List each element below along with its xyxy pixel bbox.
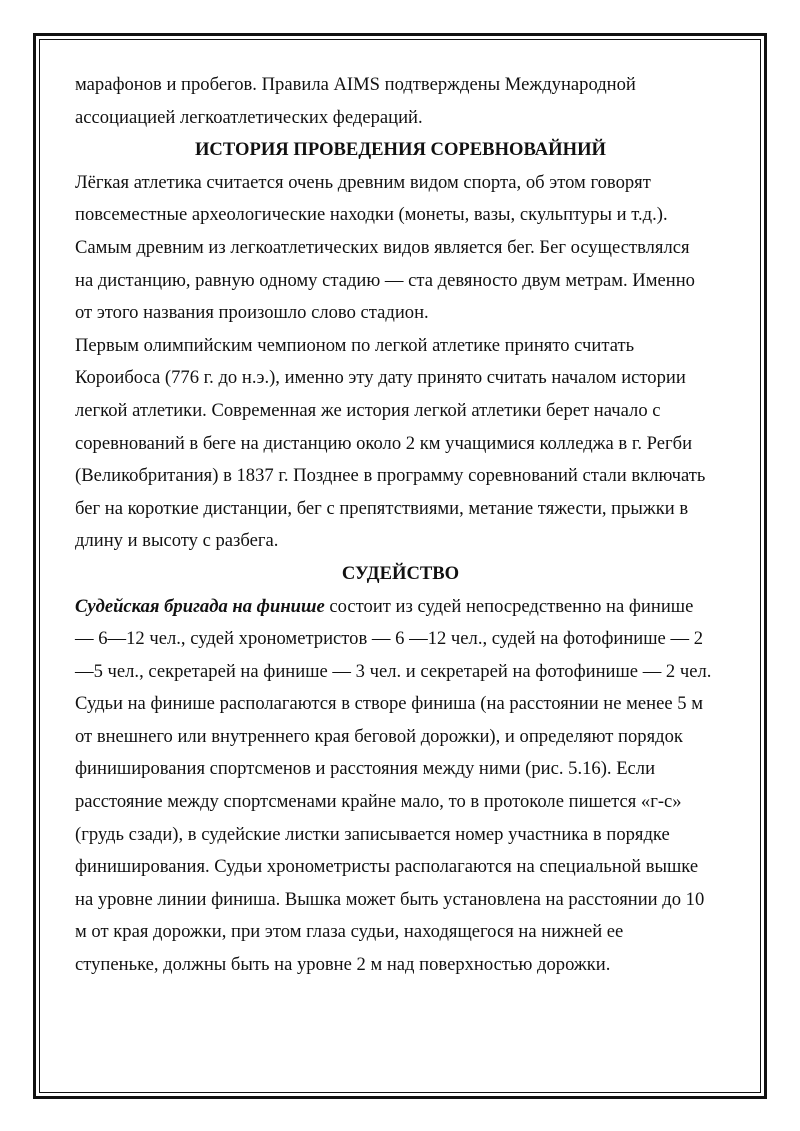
text-line: расстояние между спортсменами крайне мало, то в протоколе пишется «г-с» <box>75 791 682 813</box>
lead-term: Судейская бригада на финише <box>75 595 325 617</box>
text-line: бег на короткие дистанции, бег с препятствиями, метание тяжести, прыжки в <box>75 497 689 519</box>
text-line: на дистанцию, равную одному стадию — ста девяносто двум метрам. Именно <box>75 269 695 291</box>
text-line: соревнований в беге на дистанцию около 2 км учащимися колледжа в г. Регби <box>75 432 693 454</box>
text-line: легкой атлетики. Современная же история легкой атлетики берет начало с <box>75 399 661 421</box>
document-body <box>75 69 726 982</box>
text-line: финиширования. Судьи хронометристы располагаются на специальной вышке <box>75 856 699 878</box>
text-line: Судьи на финише располагаются в створе финиша (на расстоянии не менее 5 м <box>75 693 703 715</box>
text-line: на уровне линии финиша. Вышка может быть установлена на расстоянии до 10 <box>75 888 705 910</box>
text-line: (грудь сзади), в судейские листки записывается номер участника в порядке <box>75 823 670 845</box>
text-line: Короибоса (776 г. до н.э.), именно эту дату принято считать началом истории <box>75 367 686 389</box>
text-line: повсеместные археологические находки (монеты, вазы, скульптуры и т.д.). <box>75 204 668 226</box>
text-line: (Великобритания) в 1837 г. Позднее в программу соревнований стали включать <box>75 465 706 487</box>
history-heading: ИСТОРИЯ ПРОВЕДЕНИЯ СОРЕВНОВАЙНИЙ <box>194 139 607 161</box>
text-run: состоит из судей непосредственно на финише <box>324 595 694 617</box>
text-line: финиширования спортсменов и расстояния между ними (рис. 5.16). Если <box>75 758 656 780</box>
text-line: от внешнего или внутреннего края беговой дорожки), и определяют порядок <box>75 725 683 747</box>
text-line: —5 чел., секретарей на финише — 3 чел. и секретарей на фотофинише — 2 чел. <box>75 660 712 682</box>
text-line: от этого названия произошло слово стадион. <box>75 302 429 324</box>
history-paragraph-2 <box>75 330 726 558</box>
text-line: длину и высоту с разбега. <box>75 530 279 552</box>
intro-paragraph <box>75 69 726 134</box>
text-line: Самым древним из легкоатлетических видов является бег. Бег осуществлялся <box>75 236 690 258</box>
judging-heading: СУДЕЙСТВО <box>341 562 460 584</box>
history-paragraph-1 <box>75 167 726 330</box>
text-line <box>75 591 726 624</box>
judging-paragraph <box>75 591 726 982</box>
text-line: м от края дорожки, при этом глаза судьи, находящегося на нижней ее <box>75 921 624 943</box>
text-line: ступеньке, должны быть на уровне 2 м над поверхностью дорожки. <box>75 954 611 976</box>
text-line: марафонов и пробегов. Правила AIMS подтверждены Международной <box>75 74 636 95</box>
text-line: Первым олимпийским чемпионом по легкой атлетике принято считать <box>75 334 635 356</box>
text-line: ассоциацией легкоатлетических федераций. <box>75 106 423 128</box>
text-line: Лёгкая атлетика считается очень древним видом спорта, об этом говорят <box>75 171 651 193</box>
text-line: — 6—12 чел., судей хронометристов — 6 —12 чел., судей на фотофинише — 2 <box>75 628 703 650</box>
